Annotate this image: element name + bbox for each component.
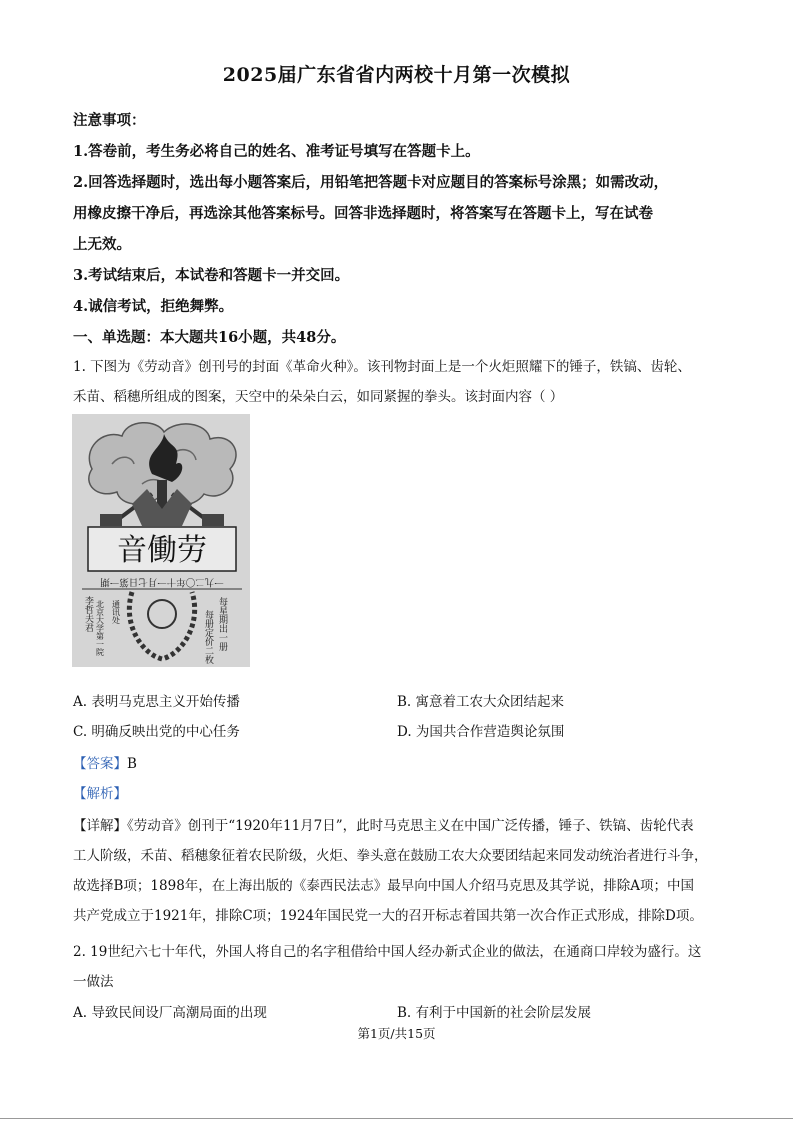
answer-line	[73, 752, 137, 772]
question-1-option-d: D. 为国共合作营造舆论氛围	[397, 724, 565, 740]
detail-line: 故选择B项；1898年，在上海出版的《泰西民法志》最早向中国人介绍马克思及其学说，排除A项；中国	[73, 878, 695, 894]
cover-col-address: 北京大学第一院	[95, 600, 105, 656]
notes-line: 用橡皮擦干净后，再选涂其他答案标号。回答非选择题时，将答案写在答题卡上，写在试卷	[73, 205, 653, 222]
question-1-detail	[73, 811, 708, 931]
detail-line: 工人阶级，禾苗、稻穗象征着农民阶级，火炬、拳头意在鼓励工农大众要团结起来同发动统治者进行斗争，	[73, 848, 708, 864]
page-footer: 第1页/共15页	[357, 1026, 436, 1041]
detail-line: 共产党成立于1921年，排除C项；1924年国民党一大的召开标志着国共第一次合作正式形成，排除D项。	[73, 908, 703, 924]
question-1-option-a: A. 表明马克思主义开始传播	[73, 694, 240, 710]
question-2-option-b: B. 有利于中国新的社会阶层发展	[397, 1005, 592, 1021]
question-2-stem-line: 一做法	[73, 974, 114, 990]
question-2-option-a: A. 导致民间设厂高潮局面的出现	[73, 1005, 267, 1021]
notes-line: 3.考试结束后，本试卷和答题卡一并交回。	[73, 267, 350, 284]
question-2-stem	[73, 937, 701, 997]
notes-line: 4.诚信考试，拒绝舞弊。	[73, 298, 234, 315]
analysis-tag: 【解析】	[73, 786, 127, 802]
page-title: 2025届广东省省内两校十月第一次模拟	[222, 64, 571, 86]
cover-col-issue: 每星期出一册	[217, 597, 227, 651]
cover-col-name: 李哲夫君	[83, 596, 93, 632]
cover-col-contact: 通讯处	[111, 600, 121, 624]
cover-masthead: 音働劳	[117, 533, 207, 568]
analysis-line	[73, 782, 127, 802]
notes-block	[73, 105, 723, 322]
cover-date-line: 一九二〇年十一月七日第一期	[100, 576, 224, 587]
answer-tag: 【答案】	[73, 756, 127, 772]
question-2-stem-line: 2. 19世纪六七十年代，外国人将自己的名字租借给中国人经办新式企业的做法，在通商口岸较为盛行。这	[73, 944, 702, 960]
question-1-stem-line: 1. 下图为《劳动音》创刊号的封面《革命火种》。该刊物封面上是一个火炬照耀下的锤子，铁镐、齿轮、	[73, 359, 691, 375]
notes-line: 2.回答选择题时，选出每小题答案后，用铅笔把答题卡对应题目的答案标号涂黑；如需改动，	[73, 174, 669, 191]
cover-col-price: 每册定价二枚	[203, 610, 213, 664]
notes-heading: 注意事项：	[73, 112, 146, 129]
question-1-stem	[73, 352, 691, 412]
bottom-divider	[0, 1118, 793, 1119]
question-1-option-b: B. 寓意着工农大众团结起来	[397, 694, 565, 710]
question-1-option-c: C. 明确反映出党的中心任务	[73, 724, 240, 740]
magazine-cover-image	[72, 414, 250, 667]
answer-value: B	[127, 756, 137, 772]
notes-line: 1.答卷前，考生务必将自己的姓名、准考证号填写在答题卡上。	[73, 143, 480, 160]
detail-line: 【详解】《劳动音》创刊于“1920年11月7日”，此时马克思主义在中国广泛传播，锤子、铁镐、齿轮代表	[73, 818, 694, 834]
section-heading: 一、单选题：本大题共16小题，共48分。	[73, 329, 346, 346]
question-1-stem-line: 禾苗、稻穗所组成的图案，天空中的朵朵白云，如同紧握的拳头。该封面内容（ ）	[73, 389, 564, 405]
notes-line: 上无效。	[73, 236, 131, 253]
